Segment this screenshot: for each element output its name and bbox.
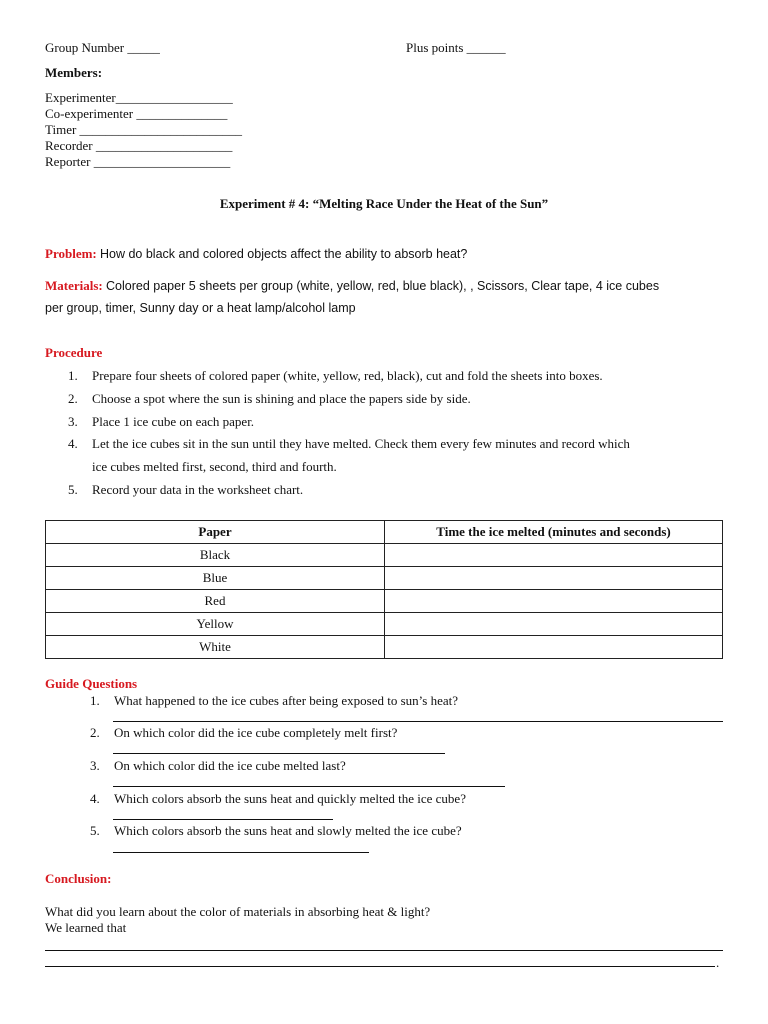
paper-color-cell: Black bbox=[46, 544, 385, 567]
guide-question: 3. On which color did the ice cube melted last? bbox=[90, 758, 346, 773]
guide-question: 2. On which color did the ice cube completely melt first? bbox=[90, 725, 398, 740]
table-row bbox=[46, 567, 723, 590]
materials-text: Colored paper 5 sheets per group (white, yellow, red, blue black), , Scissors, Clear tape, 4 ice cubes bbox=[106, 279, 660, 293]
time-entry-cell[interactable] bbox=[385, 590, 723, 613]
worksheet-chart bbox=[45, 520, 723, 659]
member-reporter: Reporter _____________________ bbox=[45, 154, 231, 169]
answer-line[interactable] bbox=[113, 819, 333, 820]
procedure-step: 5. Record your data in the worksheet chart. bbox=[68, 482, 304, 497]
materials-label: Materials: bbox=[45, 278, 103, 293]
member-timer: Timer _________________________ bbox=[45, 122, 243, 137]
time-entry-cell[interactable] bbox=[385, 544, 723, 567]
procedure-step: 4. Let the ice cubes sit in the sun until they have melted. Check them every few minutes and record which bbox=[68, 436, 630, 451]
problem-line bbox=[45, 246, 467, 262]
conclusion-answer-line[interactable] bbox=[45, 966, 715, 967]
table-header-row bbox=[46, 521, 723, 544]
guide-question: 4. Which colors absorb the suns heat and quickly melted the ice cube? bbox=[90, 791, 466, 806]
answer-line[interactable] bbox=[113, 721, 723, 722]
conclusion-heading: Conclusion: bbox=[45, 871, 112, 886]
guide-question: 1. What happened to the ice cubes after being exposed to sun’s heat? bbox=[90, 693, 459, 708]
members-heading: Members: bbox=[45, 65, 103, 80]
experiment-title: Experiment # 4: “Melting Race Under the Heat of the Sun” bbox=[219, 196, 549, 211]
conclusion-question: What did you learn about the color of materials in absorbing heat & light? bbox=[45, 904, 431, 919]
member-experimenter: Experimenter__________________ bbox=[45, 90, 233, 105]
procedure-step-continuation: ice cubes melted first, second, third and fourth. bbox=[92, 459, 337, 474]
paper-color-cell: White bbox=[46, 636, 385, 659]
table-row bbox=[46, 544, 723, 567]
member-recorder: Recorder _____________________ bbox=[45, 138, 233, 153]
paper-color-cell: Red bbox=[46, 590, 385, 613]
time-entry-cell[interactable] bbox=[385, 613, 723, 636]
materials-line-1 bbox=[45, 278, 659, 294]
guide-question: 5. Which colors absorb the suns heat and slowly melted the ice cube? bbox=[90, 823, 462, 838]
table-row bbox=[46, 590, 723, 613]
materials-line-2: per group, timer, Sunny day or a heat lamp/alcohol lamp bbox=[45, 301, 356, 315]
procedure-step: 2. Choose a spot where the sun is shining and place the papers side by side. bbox=[68, 391, 471, 406]
table-row bbox=[46, 636, 723, 659]
procedure-step: 1. Prepare four sheets of colored paper (white, yellow, red, black), cut and fold the sheets into boxes. bbox=[68, 368, 603, 383]
table-row bbox=[46, 613, 723, 636]
conclusion-answer-line[interactable] bbox=[45, 950, 723, 951]
paper-color-cell: Blue bbox=[46, 567, 385, 590]
procedure-step: 3. Place 1 ice cube on each paper. bbox=[68, 414, 255, 429]
plus-points-field: Plus points ______ bbox=[406, 40, 506, 55]
conclusion-end-mark: . bbox=[716, 955, 720, 970]
time-entry-cell[interactable] bbox=[385, 567, 723, 590]
column-header-time: Time the ice melted (minutes and seconds) bbox=[385, 521, 723, 544]
member-co-experimenter: Co-experimenter ______________ bbox=[45, 106, 228, 121]
answer-line[interactable] bbox=[113, 786, 505, 787]
group-number-field: Group Number _____ bbox=[45, 40, 160, 55]
answer-line[interactable] bbox=[113, 852, 369, 853]
guide-questions-heading: Guide Questions bbox=[45, 676, 138, 691]
conclusion-lead: We learned that bbox=[45, 920, 127, 935]
problem-text: How do black and colored objects affect the ability to absorb heat? bbox=[100, 247, 468, 261]
procedure-heading: Procedure bbox=[45, 345, 103, 360]
problem-label: Problem: bbox=[45, 246, 97, 261]
answer-line[interactable] bbox=[113, 753, 445, 754]
time-entry-cell[interactable] bbox=[385, 636, 723, 659]
paper-color-cell: Yellow bbox=[46, 613, 385, 636]
column-header-paper: Paper bbox=[46, 521, 385, 544]
